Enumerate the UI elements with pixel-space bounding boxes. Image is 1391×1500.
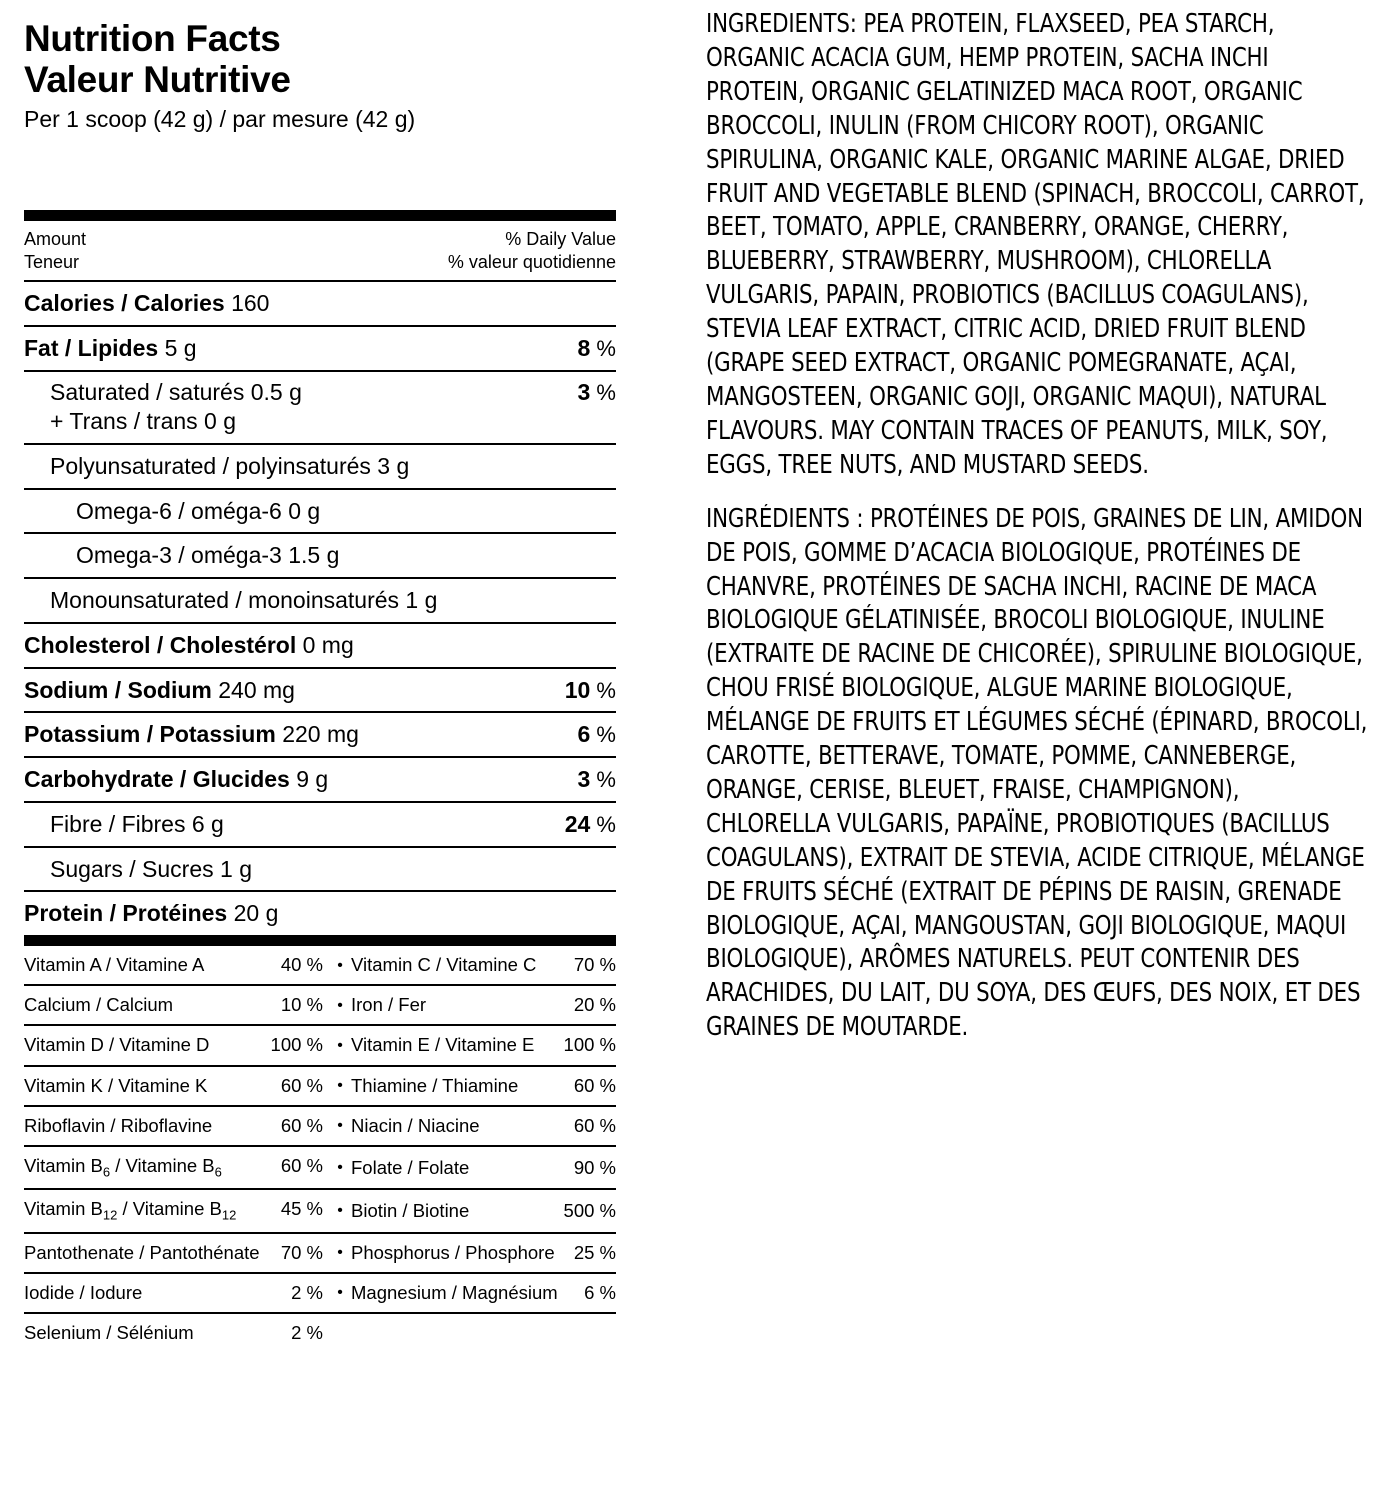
nutrient-value: 20 g [227, 900, 279, 927]
vitamin-cell-left [24, 1242, 329, 1264]
nutrient-value: 0 mg [296, 631, 354, 658]
vitamin-name: Vitamin K / Vitamine K [24, 1074, 208, 1096]
nutrient-row [24, 622, 616, 667]
nutrient-row [24, 370, 616, 443]
vitamin-name: Pantothenate / Pantothénate [24, 1241, 260, 1263]
nutrient-row [24, 801, 616, 846]
bullet-separator: • [337, 1036, 343, 1054]
vitamin-cell-left [24, 1115, 329, 1137]
vitamin-value: 60 % [280, 1114, 323, 1136]
nutrient-daily-value: 3 % [577, 378, 616, 405]
nutrient-value: 220 mg [275, 721, 359, 748]
nutrient-row [24, 846, 616, 891]
page-title-french: Valeur Nutritive [24, 59, 291, 101]
vitamin-table [24, 935, 616, 1352]
vitamin-cell-left [24, 1034, 329, 1056]
nutrient-name: Calories / Calories 160 [24, 290, 270, 317]
nutrient-name: Sugars / Sucres 1 g [50, 855, 252, 882]
vitamin-name: Magnesium / Magnésium [351, 1281, 558, 1303]
vitamin-cell-right [351, 994, 616, 1016]
nutrient-name: Monounsaturated / monoinsaturés 1 g [50, 587, 438, 614]
nutrient-daily-value: 8 % [577, 335, 616, 362]
nutrient-daily-value: 10 % [564, 676, 616, 703]
nutrient-name: Protein / Protéines 20 g [24, 900, 279, 927]
ingredients-english: INGREDIENTS: PEA PROTEIN, FLAXSEED, PEA STARCH, ORGANIC ACACIA GUM, HEMP PROTEIN, SACHA INCHI PROTEIN, ORGANIC GELATINIZED MACA ROOT, ORGANIC BROCCOLI, INULIN (FROM CHICORY ROOT), ORGANIC SPIRULINA, ORGANIC KALE, ORGANIC MARINE ALGAE, DRIED FRUIT AND VEGETABLE BLEND (SPINACH, BROCCOLI, CARROT, BEET, TOMATO, APPLE, CRANBERRY, ORANGE, CHERRY, BLUEBERRY, STRAWBERRY, MUSHROOM), CHLORELLA VULGARIS, PAPAIN, PROBIOTICS (BACILLUS COAGULANS), STEVIA LEAF EXTRACT, CITRIC ACID, DRIED FRUIT BLEND (GRAPE SEED EXTRACT, ORGANIC POMEGRANATE, AÇAI, MANGOSTEEN, ORGANIC GOJI, ORGANIC MAQUI), NATURAL FLAVOURS. MAY CONTAIN TRACES OF PEANUTS, MILK, SOY, EGGS, TREE NUTS, AND MUSTARD SEEDS. [706, 9, 1365, 480]
nutrient-name: Fat / Lipides 5 g [24, 335, 197, 362]
vitamin-cell-right [351, 1075, 616, 1097]
vitamin-cell-left [24, 1075, 329, 1097]
vitamin-cell-left [24, 1198, 329, 1223]
nutrient-row [24, 532, 616, 577]
vitamin-row [24, 1067, 616, 1107]
dv-label-fr: % valeur quotidienne [447, 252, 616, 273]
nutrient-name: Potassium / Potassium 220 mg [24, 721, 359, 748]
ingredients-panel [640, 0, 1391, 1500]
bullet-separator: • [337, 1202, 343, 1220]
vitamin-name: Thiamine / Thiamine [351, 1074, 519, 1096]
nutrient-name: Omega-6 / oméga-6 0 g [76, 497, 321, 524]
daily-value-header [24, 221, 616, 281]
vitamin-cell-right [351, 1157, 616, 1179]
vitamin-value: 90 % [573, 1156, 616, 1178]
vitamin-name: Calcium / Calcium [24, 994, 174, 1016]
vitamin-value: 100 % [270, 1034, 323, 1056]
vitamin-value: 6 % [584, 1281, 616, 1303]
vitamin-value: 70 % [573, 954, 616, 976]
nutrient-row [24, 280, 616, 325]
nutrient-row [24, 890, 616, 935]
vitamin-cell-right [351, 1200, 616, 1222]
vitamin-name: Vitamin $B_{12}$ / Vitamine $B_{12}$ [24, 1198, 237, 1223]
vitamin-value: 2 % [291, 1281, 323, 1303]
vitamin-cell-right [351, 1115, 616, 1137]
vitamin-row [24, 1274, 616, 1314]
vitamin-row [24, 1314, 616, 1352]
nutrient-name: Fibre / Fibres 6 g [50, 810, 224, 837]
vitamin-name: Vitamin $B_6$ / Vitamine $B_6$ [24, 1154, 222, 1180]
nutrient-row [24, 325, 616, 370]
vitamin-name: Phosphorus / Phosphore [351, 1241, 555, 1263]
bullet-separator: • [337, 1284, 343, 1302]
vitamin-row [24, 1026, 616, 1066]
vitamin-name: Iron / Fer [351, 994, 427, 1016]
nutrient-name: Sodium / Sodium 240 mg [24, 676, 295, 703]
nutrient-name: Saturated / saturés 0.5 g + Trans / trans 0 g [50, 378, 302, 435]
nutrient-daily-value: 24 % [564, 810, 616, 837]
nutrient-row [24, 711, 616, 756]
vitamin-row [24, 1107, 616, 1147]
vitamin-row [24, 1147, 616, 1190]
vitamin-cell-right [351, 954, 616, 976]
nutrient-row [24, 443, 616, 488]
vitamin-cell-right [351, 1242, 616, 1264]
vitamin-value: 100 % [563, 1034, 616, 1056]
vitamin-value: 60 % [573, 1074, 616, 1096]
bullet-separator: • [337, 1117, 343, 1135]
nutrient-name: Polyunsaturated / polyinsaturés 3 g [50, 452, 410, 479]
vitamin-name: Vitamin D / Vitamine D [24, 1034, 210, 1056]
vitamin-row [24, 1234, 616, 1274]
vitamin-value: 40 % [280, 954, 323, 976]
vitamin-value: 60 % [573, 1114, 616, 1136]
vitamin-value: 2 % [291, 1321, 323, 1343]
page-title: Nutrition Facts [24, 18, 281, 59]
vitamin-value: 70 % [280, 1241, 323, 1263]
nutrient-value: 5 g [158, 335, 197, 362]
nutrient-daily-value: 3 % [577, 766, 616, 793]
nutrient-value: 160 [224, 290, 270, 317]
nutrient-name: Cholesterol / Cholestérol 0 mg [24, 631, 354, 658]
nutrient-value: 240 mg [211, 676, 295, 703]
vitamin-cell-left [24, 994, 329, 1016]
vitamin-cell-left [24, 954, 329, 976]
vitamin-value: 45 % [280, 1198, 323, 1220]
nutrient-row [24, 577, 616, 622]
nutrient-value: 9 g [289, 766, 329, 793]
nutrition-facts-panel [0, 0, 640, 1500]
vitamin-name: Biotin / Biotine [351, 1199, 470, 1221]
serving-size: Per 1 scoop (42 g) / par mesure (42 g) [24, 105, 416, 132]
vitamin-value: 25 % [573, 1241, 616, 1263]
amount-label-fr: Teneur [24, 252, 80, 273]
nutrient-rows [24, 280, 616, 935]
divider-thick-top [24, 210, 616, 221]
nutrient-daily-value: 6 % [577, 721, 616, 748]
bullet-separator: • [337, 1077, 343, 1095]
nutrient-row [24, 488, 616, 533]
vitamin-cell-left [24, 1282, 329, 1304]
vitamin-value: 10 % [280, 994, 323, 1016]
vitamin-row [24, 946, 616, 986]
nutrient-row [24, 667, 616, 712]
dv-label-en: % Daily Value [505, 228, 616, 249]
vitamin-row [24, 986, 616, 1026]
vitamin-name: Riboflavin / Riboflavine [24, 1114, 213, 1136]
nutrient-row [24, 756, 616, 801]
vitamin-name: Folate / Folate [351, 1156, 470, 1178]
vitamin-name: Selenium / Sélénium [24, 1321, 194, 1343]
bullet-separator: • [337, 956, 343, 974]
vitamin-name: Iodide / Iodure [24, 1281, 143, 1303]
vitamin-name: Vitamin C / Vitamine C [351, 954, 537, 976]
vitamin-name: Vitamin A / Vitamine A [24, 954, 205, 976]
amount-label-en: Amount [24, 228, 87, 249]
vitamin-value: 20 % [573, 994, 616, 1016]
vitamin-cell-right [351, 1282, 616, 1304]
nutrient-name: Carbohydrate / Glucides 9 g [24, 766, 329, 793]
bullet-separator: • [337, 1159, 343, 1177]
vitamin-value: 60 % [280, 1154, 323, 1176]
vitamin-cell-left [24, 1155, 329, 1180]
vitamin-value: 500 % [563, 1199, 616, 1221]
bullet-separator: • [337, 1244, 343, 1262]
ingredients-french: INGRÉDIENTS : PROTÉINES DE POIS, GRAINES DE LIN, AMIDON DE POIS, GOMME D’ACACIA BIOLOGIQUE, PROTÉINES DE CHANVRE, PROTÉINES DE SACHA INCHI, RACINE DE MACA BIOLOGIQUE GÉLATINISÉE, BROCOLI BIOLOGIQUE, INULINE (EXTRAITE DE RACINE DE CHICORÉE), SPIRULINE BIOLOGIQUE, CHOU FRISÉ BIOLOGIQUE, ALGUE MARINE BIOLOGIQUE, MÉLANGE DE FRUITS ET LÉGUMES SÉCHÉ (ÉPINARD, BROCOLI, CAROTTE, BETTERAVE, TOMATE, POMME, CANNEBERGE, ORANGE, CERISE, BLEUET, FRAISE, CHAMPIGNON), CHLORELLA VULGARIS, PAPAÏNE, PROBIOTIQUES (BACILLUS COAGULANS), EXTRAIT DE STEVIA, ACIDE CITRIQUE, MÉLANGE DE FRUITS SÉCHÉ (EXTRAIT DE PÉPINS DE RAISIN, GRENADE BIOLOGIQUE, AÇAI, MANGOUSTAN, GOJI BIOLOGIQUE, MAQUI BIOLOGIQUE), ARÔMES NATURELS. PEUT CONTENIR DES ARACHIDES, DU LAIT, DU SOYA, DES ŒUFS, DES NOIX, ET DES GRAINES DE MOUTARDE. [706, 503, 1368, 1043]
nutrient-name: Omega-3 / oméga-3 1.5 g [76, 542, 340, 569]
vitamin-cell-right [351, 1034, 616, 1056]
vitamin-row [24, 1190, 616, 1233]
vitamin-name: Niacin / Niacine [351, 1114, 480, 1136]
vitamin-cell-left [24, 1322, 329, 1344]
bullet-separator: • [337, 996, 343, 1014]
vitamin-name: Vitamin E / Vitamine E [351, 1034, 535, 1056]
vitamin-value: 60 % [280, 1074, 323, 1096]
